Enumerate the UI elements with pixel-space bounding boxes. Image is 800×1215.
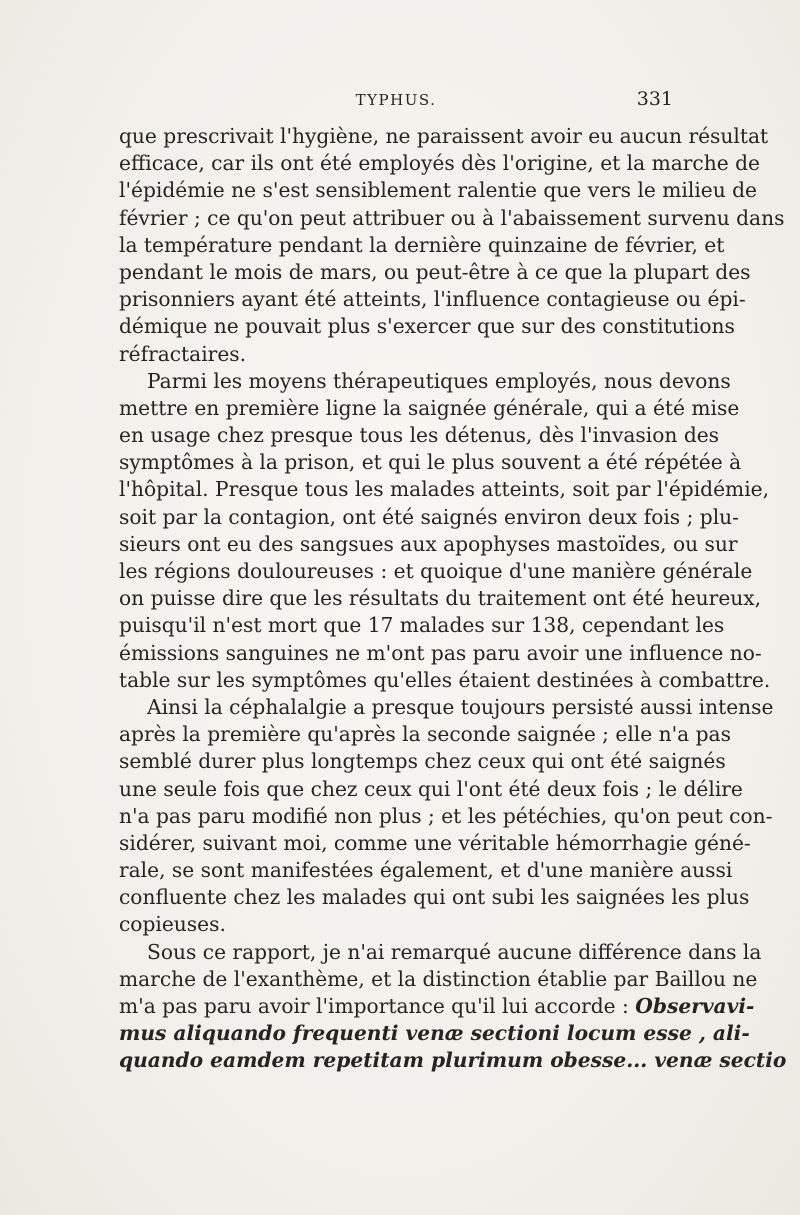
text-line: efficace, car ils ont été employés dès l'origine, et la marche de [119, 151, 760, 176]
latin-quote-line: mus aliquando frequenti venæ sectioni locum esse , ali- [119, 1021, 750, 1046]
text-line: réfractaires. [119, 341, 247, 366]
text-line: émissions sanguines ne m'ont pas paru avoir une influence no- [119, 640, 762, 665]
text-line: copieuses. [119, 912, 226, 937]
text-line: prisonniers ayant été atteints, l'influence contagieuse ou épi- [119, 287, 746, 312]
text-line: une seule fois que chez ceux qui l'ont été deux fois ; le délire [119, 776, 743, 801]
text-line: l'hôpital. Presque tous les malades atteints, soit par l'épidémie, [119, 477, 770, 502]
latin-quote-line: quando eamdem repetitam plurimum obesse... venæ sectio [119, 1048, 787, 1073]
text-line: la température pendant la dernière quinzaine de février, et [119, 232, 725, 257]
text-line: sieurs ont eu des sangsues aux apophyses mastoïdes, ou sur [119, 531, 738, 556]
page-number: 331 [636, 88, 673, 110]
text-line: les régions douloureuses : et quoique d'une manière générale [119, 559, 753, 583]
text-line: confluente chez les malades qui ont subi les saignées les plus [119, 885, 750, 910]
text-line: Parmi les moyens thérapeutiques employés, nous devons [147, 368, 731, 393]
text-line: symptômes à la prison, et qui le plus souvent a été répétée à [119, 450, 742, 475]
latin-quote: Observavi- [635, 994, 755, 1018]
text-line: mettre en première ligne la saignée générale, qui a été mise [119, 395, 740, 420]
running-title: TYPHUS. [355, 91, 437, 109]
text-line: l'épidémie ne s'est sensiblement ralentie que vers le milieu de [119, 178, 758, 203]
text-line: en usage chez presque tous les détenus, dès l'invasion des [119, 423, 720, 448]
text-line: février ; ce qu'on peut attribuer ou à l'abaissement survenu dans [119, 205, 785, 230]
page-header [119, 88, 673, 112]
text-line [119, 993, 755, 1020]
text-line: table sur les symptômes qu'elles étaient destinées à combattre. [119, 667, 771, 692]
text-line: on puisse dire que les résultats du traitement ont été heureux, [119, 586, 762, 611]
text-line-roman: m'a pas paru avoir l'importance qu'il lui accorde : [119, 994, 629, 1018]
text-line: sidérer, suivant moi, comme une véritable hémorrhagie géné- [119, 830, 751, 855]
text-line: pendant le mois de mars, ou peut-être à ce que la plupart des [119, 259, 751, 284]
text-line: marche de l'exanthème, et la distinction établie par Baillou ne [119, 966, 758, 991]
body-text [119, 123, 787, 1075]
text-line: que prescrivait l'hygiène, ne paraissent avoir eu aucun résultat [119, 124, 769, 148]
text-line: démique ne pouvait plus s'exercer que sur des constitutions [119, 314, 735, 339]
text-line: n'a pas paru modifié non plus ; et les pétéchies, qu'on peut con- [119, 803, 773, 828]
text-line: Sous ce rapport, je n'ai remarqué aucune différence dans la [147, 939, 762, 964]
text-line: rale, se sont manifestées également, et d'une manière aussi [119, 858, 733, 883]
text-line: après la première qu'après la seconde saignée ; elle n'a pas [119, 722, 731, 747]
text-line: semblé durer plus longtemps chez ceux qui ont été saignés [119, 749, 726, 774]
text-line: Ainsi la céphalalgie a presque toujours persisté aussi intense [147, 694, 774, 719]
text-line: soit par la contagion, ont été saignés environ deux fois ; plu- [119, 504, 740, 529]
text-line: puisqu'il n'est mort que 17 malades sur 138, cependant les [119, 613, 725, 638]
